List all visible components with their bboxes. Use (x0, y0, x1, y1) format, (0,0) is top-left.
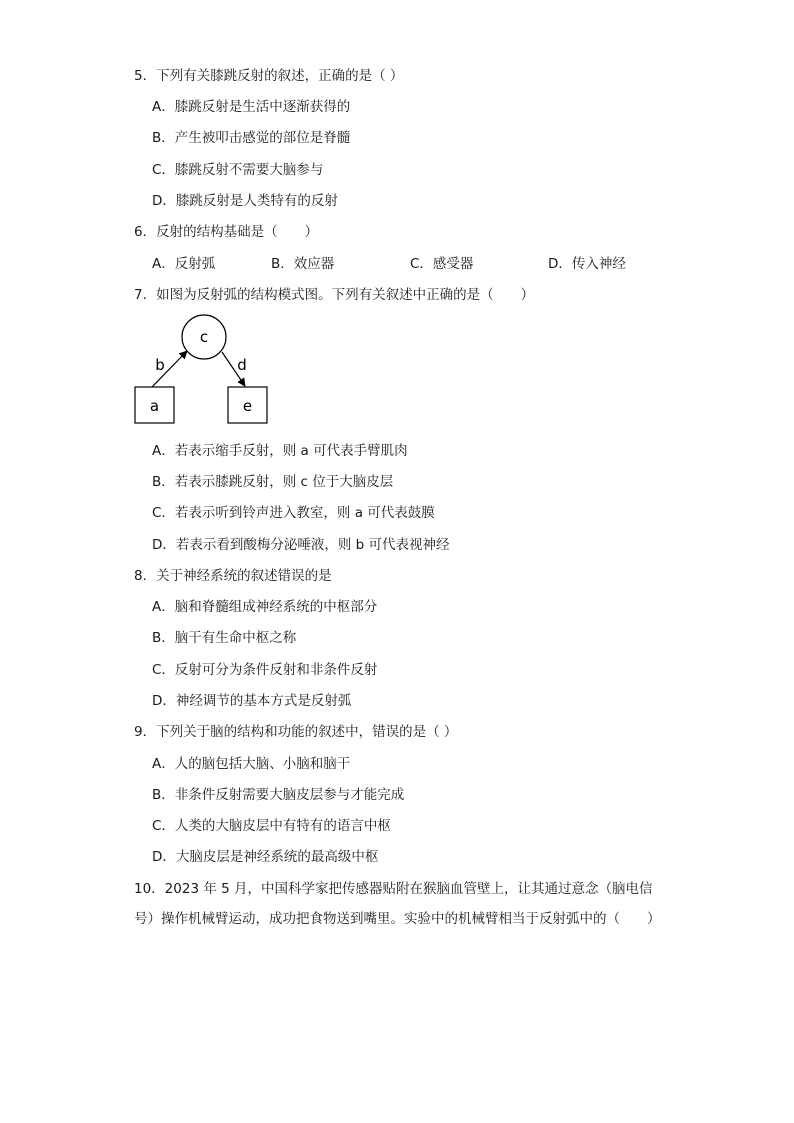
question-7-option-c: C．若表示听到铃声进入教室，则 a 可代表鼓膜 (152, 505, 435, 521)
question-9-option-d: D．大脑皮层是神经系统的最高级中枢 (152, 849, 379, 865)
question-8-option-d: D．神经调节的基本方式是反射弧 (152, 693, 352, 709)
question-6-option-d: D．传入神经 (548, 256, 626, 272)
question-7-stem: 7．如图为反射弧的结构模式图。下列有关叙述中正确的是（ ） (134, 287, 535, 303)
question-8-option-a: A．脑和脊髓组成神经系统的中枢部分 (152, 599, 378, 615)
question-6-option-b: B．效应器 (271, 256, 335, 272)
question-9-option-b: B．非条件反射需要大脑皮层参与才能完成 (152, 787, 405, 803)
question-5-option-d: D．膝跳反射是人类特有的反射 (152, 193, 338, 209)
question-8-stem: 8．关于神经系统的叙述错误的是 (134, 568, 332, 584)
question-7-option-a: A．若表示缩手反射，则 a 可代表手臂肌肉 (152, 443, 408, 459)
question-5-option-b: B．产生被叩击感觉的部位是脊髓 (152, 130, 351, 146)
question-9-option-c: C．人类的大脑皮层中有特有的语言中枢 (152, 818, 391, 834)
question-5-stem: 5．下列有关膝跳反射的叙述，正确的是（ ） (134, 68, 404, 84)
node-a-label: a (149, 397, 160, 415)
question-10-stem-line-1: 10．2023 年 5 月，中国科学家把传感器贴附在猴脑血管壁上，让其通过意念（脑电信 (134, 881, 653, 897)
question-10-stem-line-2: 号）操作机械臂运动，成功把食物送到嘴里。实验中的机械臂相当于反射弧中的（ ） (134, 911, 661, 927)
question-7-option-d: D．若表示看到酸梅分泌唾液，则 b 可代表视神经 (152, 537, 450, 553)
question-9-option-a: A．人的脑包括大脑、小脑和脑干 (152, 756, 351, 772)
question-5-option-a: A．膝跳反射是生活中逐渐获得的 (152, 99, 351, 115)
question-6-options (0, 255, 794, 273)
question-5-option-c: C．膝跳反射不需要大脑参与 (152, 162, 324, 178)
question-7-option-b: B．若表示膝跳反射，则 c 位于大脑皮层 (152, 474, 394, 490)
question-6-stem: 6．反射的结构基础是（ ） (134, 224, 319, 240)
question-6-option-c: C．感受器 (410, 256, 474, 272)
question-6-option-a: A．反射弧 (152, 256, 216, 272)
question-8-option-c: C．反射可分为条件反射和非条件反射 (152, 662, 378, 678)
edge-b-label: b (155, 356, 165, 374)
question-8-option-b: B．脑干有生命中枢之称 (152, 630, 297, 646)
reflex-arc-diagram (130, 312, 280, 430)
node-e-label: e (242, 397, 253, 415)
question-9-stem: 9．下列关于脑的结构和功能的叙述中，错误的是（ ） (134, 724, 458, 740)
node-c-label: c (199, 328, 209, 346)
edge-d-label: d (237, 356, 247, 374)
